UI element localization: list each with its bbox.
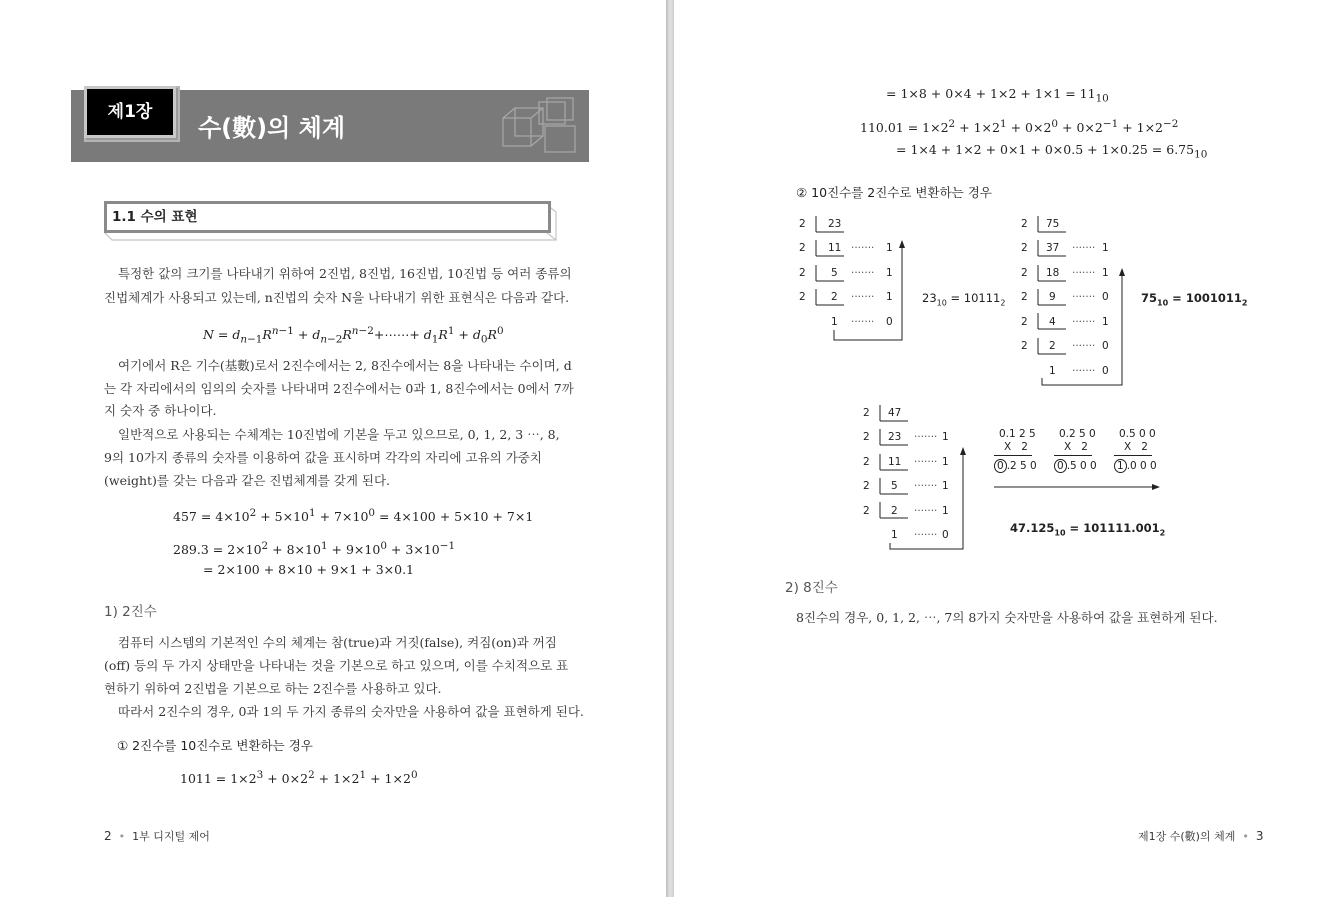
ladder-75-divisor: 2 xyxy=(1021,267,1028,279)
ladder-75-remainder: 0 xyxy=(1102,291,1109,303)
ladder-47-divisor: 2 xyxy=(863,431,870,443)
result-75: $75_{10} = 1001011_2$ xyxy=(1141,291,1248,308)
ladder-75-divisor: 2 xyxy=(1021,218,1028,230)
division-ladder-75 xyxy=(1018,212,1138,388)
book-gutter xyxy=(666,0,674,897)
item-bin-to-dec: ① 2진수를 10진수로 변환하는 경우 xyxy=(117,738,313,753)
subheading-octal: 2) 8진수 xyxy=(785,580,838,596)
para2-line3: 지 숫자 중 하나이다. xyxy=(104,403,217,418)
para5: 8진수의 경우, 0, 1, 2, ⋯, 7의 8가지 숫자만을 사용하여 값을 표현하게 된다. xyxy=(796,610,1218,625)
result-23: $23_{10} = 10111_2$ xyxy=(922,291,1006,308)
frac-rest: .0 0 0 xyxy=(1126,460,1157,472)
ladder-75-value: 37 xyxy=(1046,242,1060,254)
formula-1011: $1011 = 1\times 2^3 + 0\times 2^2 + 1\times 2^1 + 1\times 2^0$ xyxy=(180,769,418,787)
frac-step-top: 0.2 5 0 xyxy=(1059,428,1096,440)
frac-step-line xyxy=(1114,455,1152,456)
ladder-47-remainder: 0 xyxy=(942,529,949,541)
ladder-47-value: 5 xyxy=(891,480,898,492)
ladder-47-dots: ······· xyxy=(914,431,938,443)
arrow-right-icon xyxy=(992,481,1164,493)
result-47-bin: 101111.001 xyxy=(1083,521,1160,535)
ladder-47-divisor: 2 xyxy=(863,480,870,492)
ladder-23-divisor: 2 xyxy=(799,218,806,230)
ladder-75-dots: ······· xyxy=(1072,291,1096,303)
ladder-47-value: 2 xyxy=(891,505,898,517)
frac-step-mul: X 2 xyxy=(1064,441,1088,453)
frac-step-mul: X 2 xyxy=(1004,441,1028,453)
item-dec-to-bin: ② 10진수를 2진수로 변환하는 경우 xyxy=(796,185,992,200)
ladder-23-remainder: 1 xyxy=(886,242,893,254)
division-ladder-23 xyxy=(796,212,916,347)
ladder-75-remainder: 0 xyxy=(1102,340,1109,352)
frac-step-result xyxy=(1054,459,1097,473)
ladder-75-dots: ······· xyxy=(1072,316,1096,328)
ladder-75-dots: ······· xyxy=(1072,340,1096,352)
ladder-23-remainder: 1 xyxy=(886,291,893,303)
ladder-47-value: 1 xyxy=(891,529,898,541)
ladder-75-divisor: 2 xyxy=(1021,340,1028,352)
ladder-23-value: 11 xyxy=(828,242,842,254)
para3-line3: (weight)를 갖는 다음과 같은 진법체계를 갖게 된다. xyxy=(104,473,391,488)
result-23-dec: 23 xyxy=(922,291,937,305)
ladder-47-remainder: 1 xyxy=(942,480,949,492)
formula-110-line1: $110.01 = 1\times 2^2 + 1\times 2^1 + 0\times 2^0 + 0\times 2^{-1} + 1\times 2^{-2}$ xyxy=(860,118,1179,136)
result-47: $47.125_{10} = 101111.001_2$ xyxy=(1010,521,1166,538)
ladder-47-remainder: 1 xyxy=(942,456,949,468)
ladder-75-value: 75 xyxy=(1046,218,1060,230)
ladder-47-remainder: 1 xyxy=(942,505,949,517)
ladder-47-divisor: 2 xyxy=(863,407,870,419)
left-page-number: 2 xyxy=(104,829,112,843)
para4-line3: 현하기 위하여 2진법을 기본으로 하는 2진수를 사용하고 있다. xyxy=(104,681,442,696)
para2-line2: 는 각 자리에서의 임의의 숫자를 나타내며 2진수에서는 0과 1, 8진수에서는 0에서 7까 xyxy=(104,381,574,396)
ladder-75-dots: ······· xyxy=(1072,267,1096,279)
left-page xyxy=(0,0,666,897)
division-ladder-47 xyxy=(860,401,970,553)
frac-rest: .5 0 0 xyxy=(1066,460,1097,472)
frac-rest: .2 5 0 xyxy=(1006,460,1037,472)
ladder-75-divisor: 2 xyxy=(1021,291,1028,303)
para2-line1: 여기에서 R은 기수(基數)로서 2진수에서는 2, 8진수에서는 8을 나타내는 수이며, d xyxy=(118,358,572,373)
ladder-23-dots: ······· xyxy=(851,316,875,328)
right-footer-text: 제1장 수(數)의 체계 xyxy=(1138,830,1236,843)
ladder-47-divisor: 2 xyxy=(863,505,870,517)
chapter-badge: 제1장 xyxy=(84,86,176,138)
formula-289-line2: = 2×100 + 8×10 + 9×1 + 3×0.1 xyxy=(203,562,415,577)
para3-line2: 9의 10가지 종류의 숫자를 이용하여 값을 표시하며 각각의 자리에 고유의 가중치 xyxy=(104,450,542,465)
ladder-47-dots: ······· xyxy=(914,529,938,541)
ladder-47-divisor: 2 xyxy=(863,456,870,468)
ladder-75-value: 1 xyxy=(1049,365,1056,377)
formula-general: $N = d_{n-1}R^{n-1}$ + $d_{n-2}R^{n-2}+\cdots\cdots+ d_1R^1 + d_0R^0$ xyxy=(203,325,504,346)
result-75-bin: 1001011 xyxy=(1185,291,1242,305)
ladder-23-divisor: 2 xyxy=(799,291,806,303)
para1-line1: 특정한 값의 크기를 나타내기 위하여 2진법, 8진법, 16진법, 10진법 등 여러 종류의 xyxy=(118,266,572,281)
ladder-47-dots: ······· xyxy=(914,456,938,468)
left-footer: 2 • 1부 디지털 제어 xyxy=(104,829,210,843)
ladder-75-remainder: 0 xyxy=(1102,365,1109,377)
ladder-75-remainder: 1 xyxy=(1102,242,1109,254)
frac-step-top: 0.1 2 5 xyxy=(999,428,1036,440)
left-footer-text: 1부 디지털 제어 xyxy=(132,830,210,843)
formula-1011-cont: = $1\times 8 + 0\times 4 + 1\times 2 + 1\times 1 = 11_{10}$ xyxy=(886,86,1109,105)
ladder-23-dots: ······· xyxy=(851,267,875,279)
ladder-23-divisor: 2 xyxy=(799,242,806,254)
ladder-23-divisor: 2 xyxy=(799,267,806,279)
formula-457: $457 = 4\times 10^2 + 5\times 10^1 + 7\times 10^0 = 4\times 100 + 5\times 10 + 7\times 1$ xyxy=(173,507,534,525)
result-75-dec: 75 xyxy=(1141,291,1158,305)
ladder-47-dots: ······· xyxy=(914,505,938,517)
ladder-23-value: 23 xyxy=(828,218,842,230)
cube-decoration-icon xyxy=(491,96,586,158)
ladder-75-remainder: 1 xyxy=(1102,316,1109,328)
ladder-23-remainder: 1 xyxy=(886,267,893,279)
frac-int-circle: 0 xyxy=(994,459,1007,473)
ladder-23-remainder: 0 xyxy=(886,316,893,328)
chapter-title: 수(數)의 체계 xyxy=(198,114,346,142)
para4-line1: 컴퓨터 시스템의 기본적인 수의 체계는 참(true)과 거짓(false), 켜짐(on)과 꺼짐 xyxy=(118,635,557,650)
ladder-23-value: 5 xyxy=(831,267,838,279)
ladder-75-remainder: 1 xyxy=(1102,267,1109,279)
ladder-75-dots: ······· xyxy=(1072,365,1096,377)
ladder-75-divisor: 2 xyxy=(1021,316,1028,328)
ladder-47-dots: ······· xyxy=(914,480,938,492)
ladder-75-value: 2 xyxy=(1049,340,1056,352)
para1-line2: 진법체계가 사용되고 있는데, n진법의 숫자 N을 나타내기 위한 표현식은 다음과 같다. xyxy=(104,290,570,305)
right-page-number: 3 xyxy=(1255,829,1264,843)
ladder-47-value: 47 xyxy=(888,407,902,419)
result-47-dec: 47.125 xyxy=(1010,521,1055,535)
ladder-75-value: 9 xyxy=(1049,291,1056,303)
frac-step-top: 0.5 0 0 xyxy=(1119,428,1156,440)
formula-289-line1: $289.3 = 2\times 10^2 + 8\times 10^1 + 9\times 10^0 + 3\times 10^{-1}$ xyxy=(173,540,456,558)
frac-step-line xyxy=(994,455,1032,456)
result-23-bin: 10111 xyxy=(963,291,1001,305)
ladder-47-remainder: 1 xyxy=(942,431,949,443)
frac-int-circle: 1 xyxy=(1114,459,1127,473)
ladder-23-value: 2 xyxy=(831,291,838,303)
formula-110-line2: = $1\times 4 + 1\times 2 + 0\times 1 + 0\times 0.5 + 1\times 0.25 = 6.75_{10}$ xyxy=(896,142,1208,161)
ladder-47-value: 11 xyxy=(888,456,902,468)
para4-line2: (off) 등의 두 가지 상태만을 나타내는 것을 기본으로 하고 있으며, 이를 수치적으로 표 xyxy=(104,658,569,673)
ladder-75-value: 18 xyxy=(1046,267,1060,279)
ladder-23-dots: ······· xyxy=(851,242,875,254)
right-footer: 제1장 수(數)의 체계 • 3 xyxy=(1138,829,1264,843)
ladder-75-divisor: 2 xyxy=(1021,242,1028,254)
para4-line4: 따라서 2진수의 경우, 0과 1의 두 가지 종류의 숫자만을 사용하여 값을 표현하게 된다. xyxy=(118,704,584,719)
frac-step-line xyxy=(1054,455,1092,456)
frac-step-mul: X 2 xyxy=(1124,441,1148,453)
ladder-75-dots: ······· xyxy=(1072,242,1096,254)
ladder-75-value: 4 xyxy=(1049,316,1056,328)
subheading-binary: 1) 2진수 xyxy=(104,604,157,620)
frac-step-result xyxy=(994,459,1037,473)
section-heading: 1.1 수의 표현 xyxy=(104,201,551,233)
ladder-47-value: 23 xyxy=(888,431,902,443)
ladder-23-value: 1 xyxy=(831,316,838,328)
para3-line1: 일반적으로 사용되는 수체계는 10진법에 기본을 두고 있으므로, 0, 1, 2, 3 ⋯, 8, xyxy=(118,427,560,442)
frac-int-circle: 0 xyxy=(1054,459,1067,473)
right-page xyxy=(674,0,1336,897)
frac-step-result xyxy=(1114,459,1157,473)
ladder-23-dots: ······· xyxy=(851,291,875,303)
